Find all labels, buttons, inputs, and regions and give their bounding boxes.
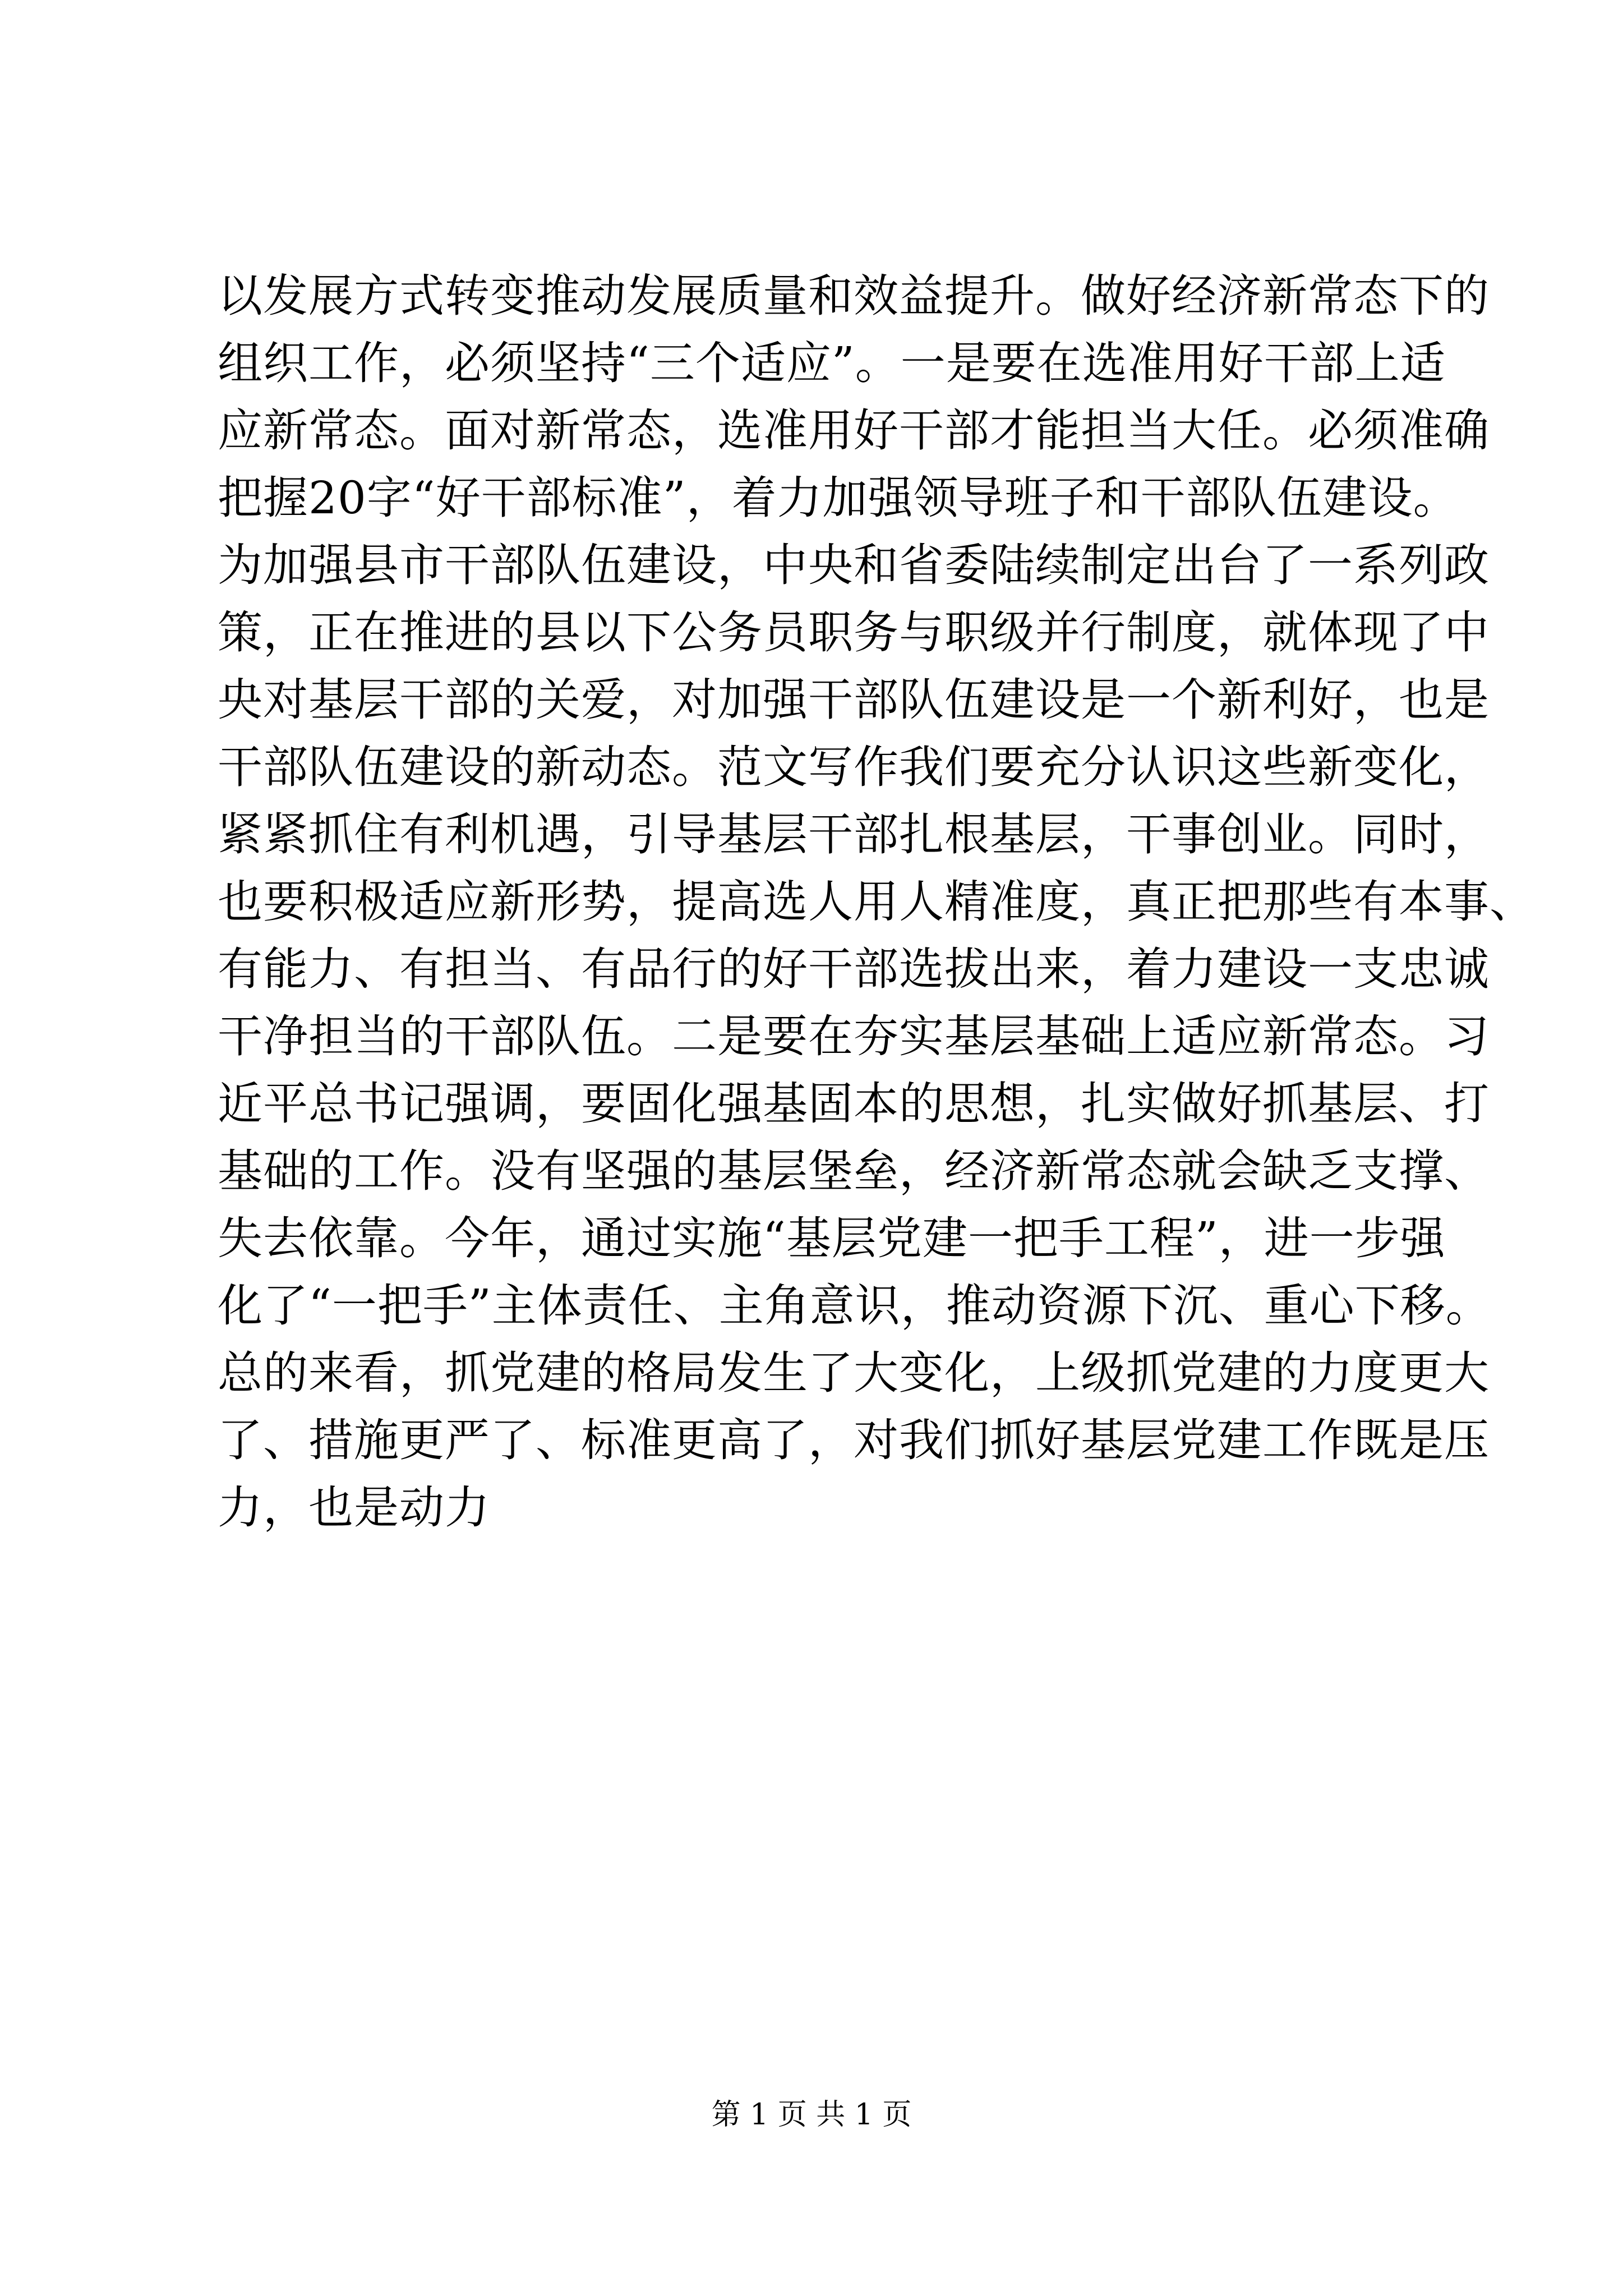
text-line: 总的来看，抓党建的格局发生了大变化，上级抓党建的力度更大: [218, 1347, 1490, 1399]
text-line: 紧紧抓住有利机遇，引导基层干部扎根基层，干事创业。同时，: [218, 808, 1490, 861]
text-line: 近平总书记强调，要固化强基固本的思想，扎实做好抓基层、打: [218, 1078, 1490, 1130]
text-line: 有能力、有担当、有品行的好干部选拔出来，着力建设一支忠诚: [218, 943, 1490, 995]
text-line: 为加强县市干部队伍建设，中央和省委陆续制定出台了一系列政: [218, 539, 1490, 591]
text-line: 央对基层干部的关爱，对加强干部队伍建设是一个新利好，也是: [218, 674, 1490, 726]
text-line: 力，也是动力: [218, 1481, 490, 1534]
body-text: [218, 263, 1535, 1542]
text-line: 也要积极适应新形势，提高选人用人精准度，真正把那些有本事、: [218, 876, 1535, 928]
page-number-footer: 第 1 页 共 1 页: [711, 2098, 912, 2132]
text-line: 干净担当的干部队伍。二是要在夯实基层基础上适应新常态。习: [218, 1010, 1490, 1062]
text-line: 应新常态。面对新常态，选准用好干部才能担当大任。必须准确: [218, 404, 1490, 457]
text-line: 化了“一把手”主体责任、主角意识，推动资源下沉、重心下移。: [218, 1280, 1491, 1332]
text-line: 以发展方式转变推动发展质量和效益提升。做好经济新常态下的: [218, 270, 1490, 322]
text-line: 干部队伍建设的新动态。范文写作我们要充分认识这些新变化，: [218, 741, 1490, 793]
text-line: 策，正在推进的县以下公务员职务与职级并行制度，就体现了中: [218, 606, 1490, 659]
text-line: 组织工作，必须坚持“三个适应”。一是要在选准用好干部上适: [218, 337, 1446, 389]
text-line: 失去依靠。今年，通过实施“基层党建一把手工程”，进一步强: [218, 1212, 1446, 1264]
text-line: 了、措施更严了、标准更高了，对我们抓好基层党建工作既是压: [218, 1414, 1490, 1466]
text-line: 把握20字“好干部标准”，着力加强领导班子和干部队伍建设。: [218, 472, 1459, 524]
text-line: 基础的工作。没有坚强的基层堡垒，经济新常态就会缺乏支撑、: [218, 1145, 1490, 1197]
